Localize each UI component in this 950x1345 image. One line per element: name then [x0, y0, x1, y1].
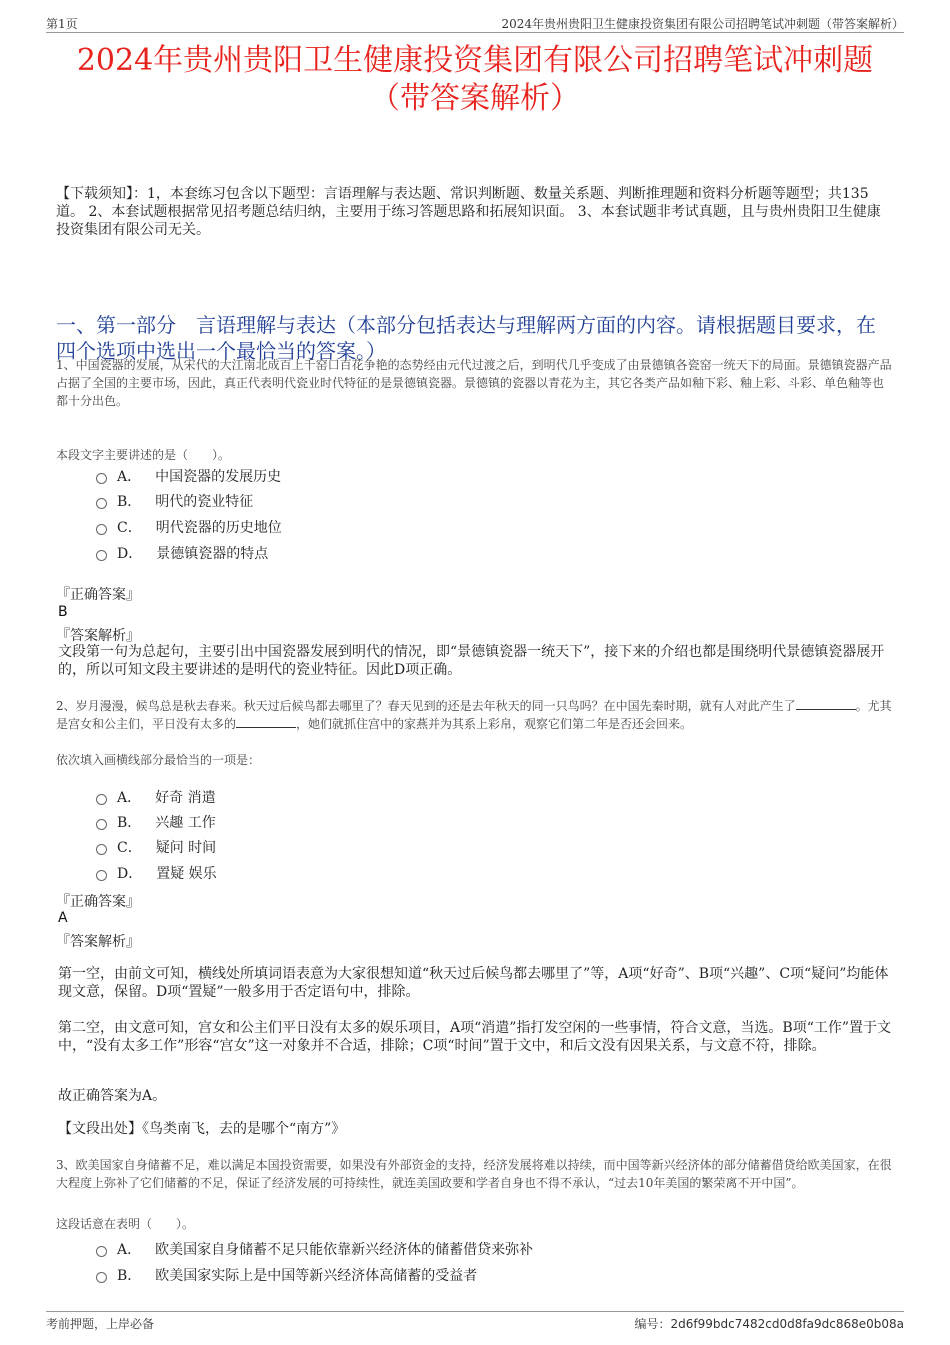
option-text: 好奇 消遣	[155, 790, 216, 806]
option-key: B．	[117, 815, 142, 831]
radio-icon[interactable]	[96, 1246, 107, 1257]
q2-option-a[interactable]	[96, 787, 216, 807]
code-label: 编号：	[634, 1317, 671, 1331]
radio-icon[interactable]	[96, 1272, 107, 1283]
q2-option-c[interactable]	[96, 837, 216, 857]
option-key: D．	[117, 546, 143, 562]
download-notice: 【下载须知】：1，本套练习包含以下题型：言语理解与表达题、常识判断题、数量关系题、判断推理题和资料分析题等题型；共135道。 2、本套试题根据常见招考题总结归纳，主要用于练习答题思路和拓展知识面。 3、本套试题非考试真题，且与贵州贵阳卫生健康投资集团有限公司无关。	[56, 186, 881, 238]
option-text: 中国瓷器的发展历史	[155, 469, 282, 485]
q1-stem: 本段文字主要讲述的是（ ）。	[56, 448, 231, 462]
q2-analysis-p2: 第二空，由文意可知，宫女和公主们平日没有太多的娱乐项目，A项“消遣”指打发空闲的一些事情，符合文意，当选。B项“工作”置于文中，“没有太多工作”形容“宫女”这一对象并不合适，排除；C项“时间”置于文中，和后文没有因果关系，与文意不符，排除。	[58, 1020, 892, 1054]
q2-answer: A	[58, 910, 68, 926]
q3-option-b[interactable]	[96, 1265, 477, 1285]
radio-icon[interactable]	[96, 819, 107, 830]
q2-text-c: ，她们就抓住宫中的家燕并为其系上彩帛，观察它们第二年是否还会回来。	[296, 717, 693, 731]
q1-analysis: 文段第一句为总起句，主要引出中国瓷器发展到明代的情况，即“景德镇瓷器一统天下”，接下来的介绍也都是围绕明代景德镇瓷器展开的，所以可知文段主要讲述的是明代的瓷业特征。因此D项正确。	[58, 644, 885, 678]
q3-option-a[interactable]	[96, 1239, 533, 1259]
q1-text: 1、中国瓷器的发展，从宋代的大江南北成百上千窑口百花争艳的态势经由元代过渡之后，到明代几乎变成了由景德镇各瓷窑一统天下的局面。景德镇瓷器产品占据了全国的主要市场，因此，真正代表明代瓷业时代特征的是景德镇瓷器。景德镇的瓷器以青花为主，其它各类产品如釉下彩、釉上彩、斗彩、单色釉等也都十分出色。	[56, 358, 892, 408]
q2-answer-label: 『正确答案』	[56, 894, 140, 910]
q3-stem: 这段话意在表明（ ）。	[56, 1217, 195, 1231]
fill-blank-2	[236, 715, 296, 728]
option-text: 景德镇瓷器的特点	[156, 546, 269, 562]
q2-option-b[interactable]	[96, 812, 216, 832]
q2-option-d[interactable]	[96, 863, 217, 883]
radio-icon[interactable]	[96, 498, 107, 509]
option-text: 兴趣 工作	[155, 815, 216, 831]
radio-icon[interactable]	[96, 794, 107, 805]
q2-analysis-label: 『答案解析』	[56, 934, 140, 950]
q1-option-c[interactable]	[96, 517, 282, 537]
option-key: D．	[117, 866, 143, 882]
option-key: B．	[117, 1268, 142, 1284]
option-key: C．	[117, 840, 142, 856]
option-text: 欧美国家实际上是中国等新兴经济体高储蓄的受益者	[155, 1268, 478, 1284]
section-title: 一、第一部分 言语理解与表达（本部分包括表达与理解两方面的内容。请根据题目要求，在四个选项中选出一个最恰当的答案。）	[56, 313, 876, 363]
fill-blank-1	[796, 697, 856, 710]
title-line-1: 2024年贵州贵阳卫生健康投资集团有限公司招聘笔试冲刺题	[76, 43, 874, 78]
radio-icon[interactable]	[96, 844, 107, 855]
radio-icon[interactable]	[96, 524, 107, 535]
q2-text-a: 2、岁月漫漫，候鸟总是秋去春来。秋天过后候鸟都去哪里了？春天见到的还是去年秋天的同一只鸟吗？在中国先秦时期，就有人对此产生了	[56, 699, 796, 713]
page-header	[46, 14, 904, 33]
document-title	[0, 42, 950, 118]
radio-icon[interactable]	[96, 550, 107, 561]
q2-text	[56, 697, 894, 733]
option-key: A．	[117, 469, 142, 485]
option-key: A．	[117, 790, 142, 806]
q1-option-a[interactable]	[96, 466, 281, 486]
title-line-2: （带答案解析）	[370, 81, 580, 116]
header-doc-title: 2024年贵州贵阳卫生健康投资集团有限公司招聘笔试冲刺题（带答案解析）	[501, 17, 904, 31]
q1-option-b[interactable]	[96, 491, 253, 511]
option-text: 欧美国家自身储蓄不足只能依靠新兴经济体的储蓄借贷来弥补	[155, 1242, 534, 1258]
option-text: 疑问 时间	[155, 840, 217, 856]
code-value: 2d6f99bdc7482cd0d8fa9dc868e0b08a	[670, 1317, 904, 1331]
q1-option-d[interactable]	[96, 543, 268, 563]
footer-code	[635, 1315, 904, 1332]
radio-icon[interactable]	[96, 473, 107, 484]
option-key: C．	[117, 520, 142, 536]
page-footer	[46, 1311, 904, 1330]
option-key: B．	[117, 494, 142, 510]
q1-answer: B	[58, 604, 68, 620]
q1-answer-label: 『正确答案』	[56, 587, 140, 603]
page-number: 第1页	[46, 17, 78, 31]
q2-analysis-p1: 第一空，由前文可知，横线处所填词语表意为大家很想知道“秋天过后候鸟都去哪里了”等，A项“好奇”、B项“兴趣”、C项“疑问”均能体现文意，保留。D项“置疑”一般多用于否定语句中，排除。	[58, 966, 889, 1000]
q3-text: 3、欧美国家自身储蓄不足，难以满足本国投资需要，如果没有外部资金的支持，经济发展将难以持续，而中国等新兴经济体的部分储蓄借贷给欧美国家，在很大程度上弥补了它们储蓄的不足，保证了经济发展的可持续性，就连美国政要和学者自身也不得不承认，“过去10年美国的繁荣离不开中国”。	[56, 1158, 892, 1190]
q2-stem: 依次填入画横线部分最恰当的一项是：	[56, 753, 261, 767]
q2-analysis-p3: 故正确答案为A。	[58, 1088, 167, 1104]
option-text: 明代瓷器的历史地位	[155, 520, 282, 536]
option-text: 明代的瓷业特征	[155, 494, 254, 510]
option-key: A．	[117, 1242, 142, 1258]
q1-analysis-label: 『答案解析』	[56, 628, 140, 644]
q2-text-b: 。尤其是宫女和公主们，平日没有太多的	[56, 699, 892, 731]
option-text: 置疑 娱乐	[156, 866, 217, 882]
footer-slogan: 考前押题，上岸必备	[46, 1317, 155, 1331]
q2-source: 【文段出处】《鸟类南飞，去的是哪个“南方”》	[58, 1121, 346, 1137]
radio-icon[interactable]	[96, 870, 107, 881]
